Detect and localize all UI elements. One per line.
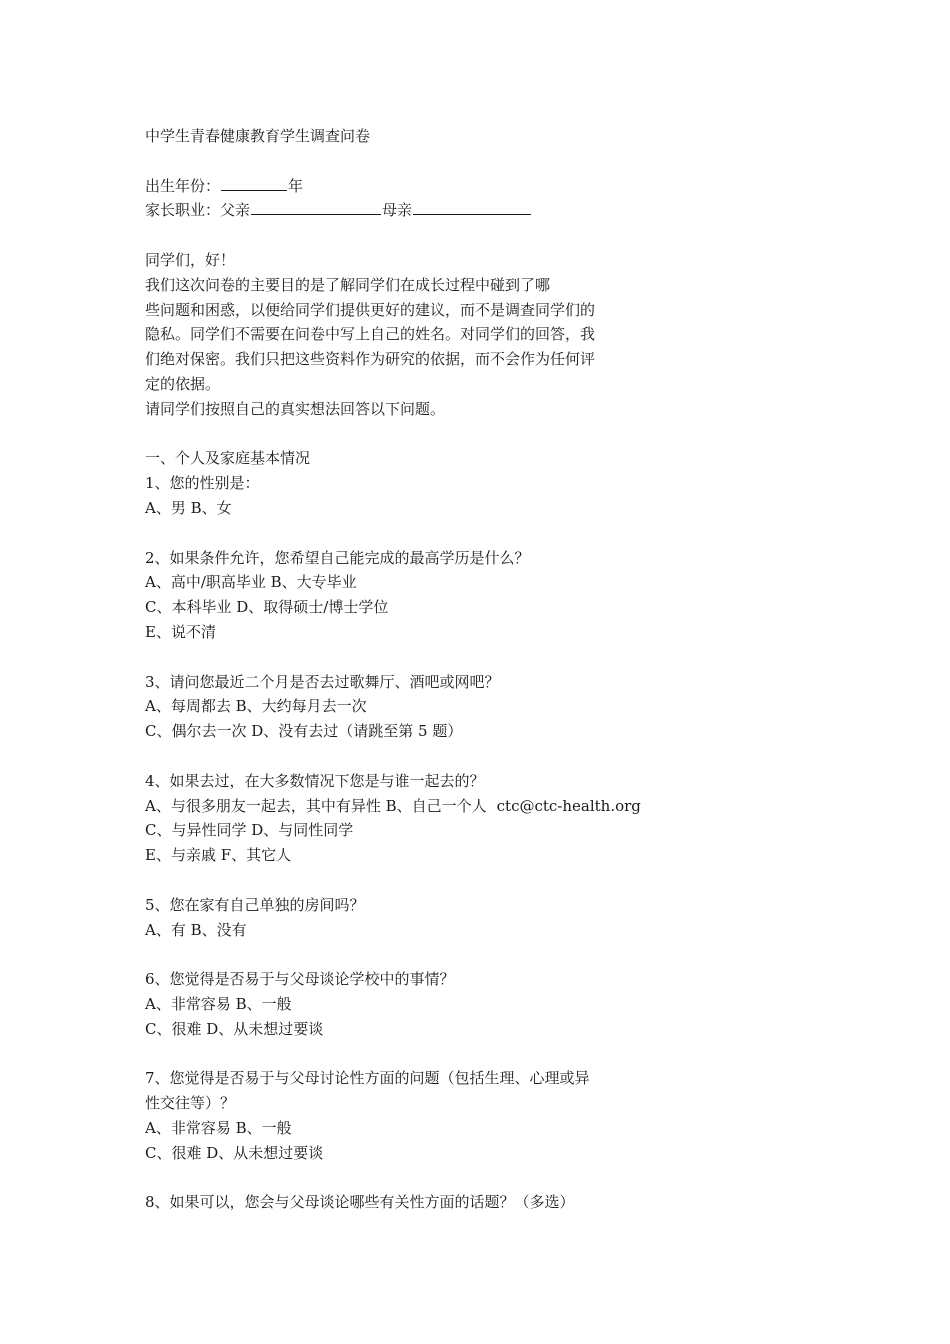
birth-year-suffix: 年 bbox=[288, 176, 304, 195]
page-title: 中学生青春健康教育学生调查问卷 bbox=[145, 127, 371, 145]
birth-year-label: 出生年份： bbox=[145, 176, 221, 195]
option-line[interactable]: A、非常容易 B、一般 bbox=[145, 994, 292, 1013]
birth-year-blank[interactable] bbox=[221, 175, 287, 191]
birth-year-line bbox=[145, 174, 705, 199]
question-7-continued: 性交往等）？ bbox=[145, 1094, 236, 1113]
greeting: 同学们，好！ bbox=[145, 250, 236, 269]
option-line[interactable]: C、很难 D、从未想过要谈 bbox=[145, 1019, 324, 1038]
question-1: 1、您的性别是： bbox=[145, 474, 260, 493]
intro-line: 们绝对保密。我们只把这些资料作为研究的依据，而不会作为任何评 bbox=[145, 350, 596, 369]
option-line[interactable]: A、每周都去 B、大约每月去一次 bbox=[145, 697, 367, 716]
question-6: 6、您觉得是否易于与父母谈论学校中的事情？ bbox=[145, 970, 455, 989]
question-8: 8、如果可以，您会与父母谈论哪些有关性方面的话题？（多选） bbox=[145, 1193, 575, 1212]
father-occupation-blank[interactable] bbox=[251, 199, 381, 215]
mother-label: 母亲 bbox=[382, 201, 413, 220]
option-line[interactable]: C、很难 D、从未想过要谈 bbox=[145, 1143, 324, 1162]
option-line[interactable]: A、高中/职高毕业 B、大专毕业 bbox=[145, 573, 357, 592]
option-line-with-email[interactable] bbox=[145, 794, 705, 819]
option-line[interactable]: A、非常容易 B、一般 bbox=[145, 1118, 292, 1137]
option-line[interactable]: E、说不清 bbox=[145, 622, 216, 641]
question-2: 2、如果条件允许，您希望自己能完成的最高学历是什么？ bbox=[145, 548, 530, 567]
option-text: A、与很多朋友一起去，其中有异性 B、自己一个人 bbox=[145, 796, 487, 815]
section-title: 一、个人及家庭基本情况 bbox=[145, 449, 311, 468]
option-line[interactable]: C、本科毕业 D、取得硕士/博士学位 bbox=[145, 598, 389, 617]
father-label: 家长职业：父亲 bbox=[145, 201, 251, 220]
option-line[interactable]: A、男 B、女 bbox=[145, 498, 232, 517]
question-5: 5、您在家有自己单独的房间吗？ bbox=[145, 895, 365, 914]
questionnaire-page bbox=[145, 124, 705, 1215]
question-4: 4、如果去过，在大多数情况下您是与谁一起去的？ bbox=[145, 771, 485, 790]
option-line[interactable]: E、与亲戚 F、其它人 bbox=[145, 846, 292, 865]
intro-line: 我们这次问卷的主要目的是了解同学们在成长过程中碰到了哪 bbox=[145, 275, 551, 294]
intro-line: 隐私。同学们不需要在问卷中写上自己的姓名。对同学们的回答，我 bbox=[145, 325, 596, 344]
question-7: 7、您觉得是否易于与父母讨论性方面的问题（包括生理、心理或异 bbox=[145, 1069, 590, 1088]
option-line[interactable]: A、有 B、没有 bbox=[145, 920, 247, 939]
option-line[interactable]: C、与异性同学 D、与同性同学 bbox=[145, 821, 354, 840]
intro-line: 定的依据。 bbox=[145, 374, 221, 393]
instruction: 请同学们按照自己的真实想法回答以下问题。 bbox=[145, 399, 446, 418]
option-line[interactable]: C、偶尔去一次 D、没有去过（请跳至第 5 题） bbox=[145, 722, 463, 741]
question-3: 3、请问您最近二个月是否去过歌舞厅、酒吧或网吧？ bbox=[145, 672, 500, 691]
parent-occupation-line bbox=[145, 198, 705, 223]
intro-line: 些问题和困惑，以便给同学们提供更好的建议，而不是调查同学们的 bbox=[145, 300, 596, 319]
contact-email: ctc@ctc-health.org bbox=[496, 796, 641, 815]
mother-occupation-blank[interactable] bbox=[413, 199, 531, 215]
